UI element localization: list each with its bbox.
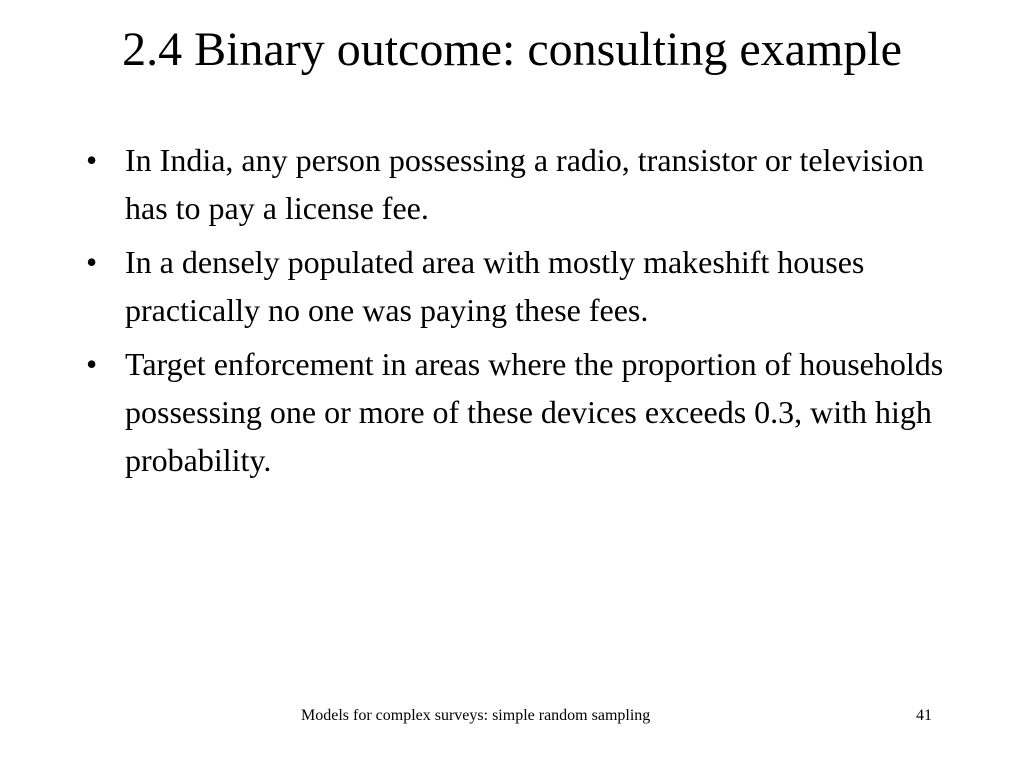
bullet-item	[86, 136, 966, 232]
footer-text: Models for complex surveys: simple random sampling	[301, 707, 651, 724]
bullet-dot-icon: •	[86, 346, 98, 382]
bullet-text: In a densely populated area with mostly makeshift houses practically no one was paying these fees.	[125, 244, 865, 328]
page-number: 41	[916, 707, 932, 724]
bullet-list	[86, 136, 966, 490]
bullet-dot-icon: •	[86, 142, 98, 178]
bullet-item	[86, 340, 966, 484]
bullet-text: In India, any person possessing a radio, transistor or television has to pay a license fee.	[125, 142, 924, 226]
bullet-dot-icon: •	[86, 244, 98, 280]
slide-title: 2.4 Binary outcome: consulting example	[122, 23, 902, 76]
bullet-item	[86, 238, 966, 334]
bullet-text: Target enforcement in areas where the proportion of households possessing one or more of these devices exceeds 0.3, with high probability.	[125, 346, 944, 478]
